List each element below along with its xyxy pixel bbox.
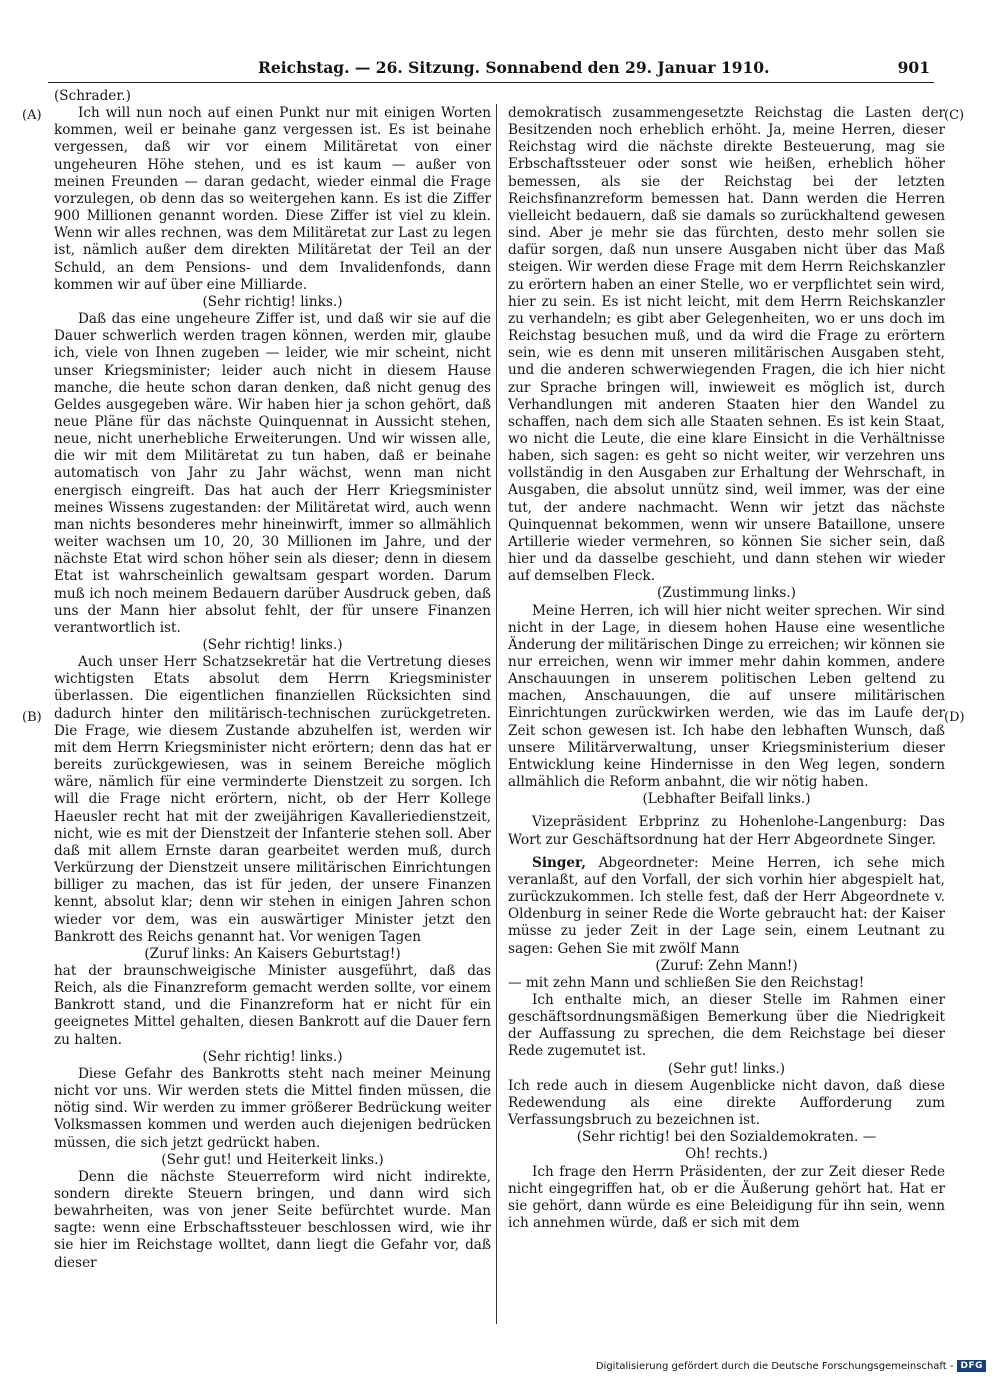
speaker-singer: Singer, (532, 854, 586, 871)
column-divider (496, 104, 497, 1324)
paragraph: demokratisch zusammengesetzte Reichstag die Lasten der Besitzenden noch erheblich erhöht. Ja, meine Herren, dieser Reichstag wird die nächste direkte Besteuerung, mag sie Erbschaftssteuer oder sonst wie heißen, erheblich höher bemessen, als sie der Reichstag bei der letzten Reichsfinanzreform bemessen hat. Dann werden die Herren vielleicht bedauern, daß sie damals so zurückhaltend gewesen sind. Aber je mehr sie das fürchten, desto mehr sollen sie dafür sorgen, daß nun unsere Ausgaben nicht über das Maß steigen. Wir werden diese Frage mit dem Herrn Reichskanzler zu erörtern haben an einer Stelle, wo er verpflichtet sein wird, hier zu sein. Es ist nicht leicht, mit dem Herrn Reichskanzler zu verhandeln; es gibt aber Gelegenheiten, wo er uns doch im Reichstag besuchen muß, und da wird die Frage zu erörtern sein, wie es denn mit unseren militärischen Ausgaben steht, und die anderen schwerwiegenden Fragen, die ich hier nicht zur Sprache bringen will, inwieweit es möglich ist, durch Verhandlungen mit anderen Staaten hier den Wandel zu schaffen, nach dem sich alle Staaten sehnen. Es ist kein Staat, wo nicht die Leute, die eine klare Einsicht in die Verhältnisse haben, sich sagen: es geht so nicht weiter, wir verzehren uns vollständig in den Ausgaben zur Erhaltung der Wehrschaft, in Ausgaben, die absolut unnütz sind, weil immer, was der eine tut, der andere nachmacht. Wenn wir jetzt das nächste Quinquennat bekommen, wenn wir unsere Bataillone, unsere Artillerie wieder vermehren, so können Sie sicher sein, daß hier und da dasselbe geschieht, und dann stehen wir wieder auf demselben Fleck. (508, 105, 945, 585)
page-number: 901 (897, 58, 930, 77)
paragraph: — mit zehn Mann und schließen Sie den Reichstag! (508, 974, 865, 991)
running-head: Reichstag. — 26. Sitzung. Sonnabend den 29. Januar 1910. (258, 58, 770, 77)
interjection: Oh! rechts.) (685, 1146, 768, 1163)
singer-text: Abgeordneter: Meine Herren, ich sehe mich veranlaßt, auf den Vorfall, der sich vorhin hier abgespielt hat, zurückzukommen. Ich stelle fest, daß der Herr Abgeordnete v. Oldenburg in seiner Rede die Worte gebraucht hat: der Kaiser müsse zu jeder Zeit in der Lage sein, einem Leutnant zu sagen: Gehen Sie mit zwölf Mann (508, 854, 945, 957)
paragraph: Ich rede auch in diesem Augenblicke nicht davon, daß diese Redewendung als eine direkte Aufforderung zum Verfassungsbruch zu bezeichnen ist. (508, 1077, 945, 1129)
paragraph: hat der braunschweigische Minister ausgeführt, daß das Reich, als die Finanzreform gemacht werden sollte, vor einem Bankrott stand, und die Finanzreform hat er nicht für ein geeignetes Mittel gehalten, diesen Bankrott auf die Dauer fern zu halten. (54, 962, 491, 1048)
paragraph: Ich will nun noch auf einen Punkt nur mit einigen Worten kommen, weil er beinahe ganz vergessen ist. Es ist beinahe vergessen, daß wir vor einem Militäretat von einer ungeheuren Höhe stehen, und es ist kaum — außer von meinen Freunden — daran gedacht, wieder einmal die Frage vorzulegen, ob denn das so weitergehen kann. Es ist die Ziffer 900 Millionen genannt worden. Diese Ziffer ist viel zu klein. Wenn wir alles rechnen, was dem Militäretat zur Last zu legen ist, nämlich außer dem direkten Militäretat der Teil an der Schuld, an dem Pensions- und dem Invalidenfonds, dann kommen wir auf über eine Milliarde. (54, 105, 491, 293)
interjection: (Sehr richtig! links.) (202, 1048, 343, 1065)
speaker-tag: (Schrader.) (54, 88, 131, 104)
interjection: (Sehr gut! und Heiterkeit links.) (161, 1151, 384, 1168)
left-column (54, 88, 491, 1272)
paragraph: Daß das eine ungeheure Ziffer ist, und daß wir sie auf die Dauer schwerlich werden tragen können, werden mir, glaube ich, viele von Ihnen zugeben — leider, wie mir scheint, nicht unser Kriegsminister; leider auch nicht in diesem Hause manche, die heute schon daran denken, daß nicht genug des Geldes ausgegeben wäre. Wir haben hier ja schon gehört, daß neue Pläne für das nächste Quinquennat in Aussicht stehen, neue, nicht unerhebliche Erweiterungen. Und wir wissen alle, die wir mit dem Militäretat zu tun haben, daß er beinahe automatisch von Jahr zu Jahr wächst, wenn man nicht energisch eingreift. Das hat auch der Herr Kriegsminister meines Wissens zugestanden: der Militäretat wird, auch wenn man nichts besonderes mehr hineinwirft, immer so allmählich weiter wachsen um 10, 20, 30 Millionen im Jahre, und der nächste Etat wird schon höher sein als dieser; denn in diesem Etat ist wahrscheinlich gewaltsam gespart worden. Darum muß ich noch meinem Bedauern darüber Ausdruck geben, daß uns der Mann hier absolut fehlt, der für unsere Finanzen verantwortlich ist. (54, 311, 491, 636)
interjection: (Sehr richtig! bei den Sozialdemokraten. — (576, 1129, 877, 1146)
paragraph: Ich enthalte mich, an dieser Stelle im Rahmen einer geschäftsordnungsmäßigen Bemerkung über die Niedrigkeit der Auffassung zu sprechen, die dem Reichstage bei dieser Rede zugemutet ist. (508, 991, 945, 1060)
paragraph: Meine Herren, ich will hier nicht weiter sprechen. Wir sind nicht in der Lage, in diesem hohen Hause eine wesentliche Änderung der militärischen Dinge zu erreichen; wir können sie nur erreichen, wenn wir immer mehr dahin kommen, andere Anschauungen in unserem politischen Leben geltend zu machen, Anschauungen, die auf unsere militärischen Einrichtungen zurückwirken werden, wie das im Laufe der Zeit schon gewesen ist. Ich habe den lebhaften Wunsch, daß unsere Militärverwaltung, unser Kriegsministerium dieser Entwicklung keine Hindernisse in den Weg legen, sondern allmählich die Reform anbahnt, die wir nötig haben. (508, 602, 945, 791)
margin-letter-b: (B) (22, 710, 42, 725)
interjection: (Zuruf links: An Kaisers Geburtstag!) (144, 945, 401, 962)
interjection: (Sehr richtig! links.) (202, 293, 343, 310)
interjection: (Sehr richtig! links.) (202, 637, 343, 653)
dfg-logo: DFG (957, 1360, 986, 1372)
interjection: (Zustimmung links.) (657, 585, 796, 602)
interjection: (Lebhafter Beifall links.) (642, 791, 811, 808)
paragraph: Diese Gefahr des Bankrotts steht nach meiner Meinung nicht vor uns. Wir werden stets die Mittel finden müssen, die nötig sind. Wir werden zu immer größerer Bedrückung weiter Volksmassen kommen und werden auch diejenigen bedrücken müssen, die sich jetzt gedrückt haben. (54, 1065, 491, 1151)
paragraph: Ich frage den Herrn Präsidenten, der zur Zeit dieser Rede nicht eingegriffen hat, ob er die Äußerung gehört hat. Hat er sie gehört, dann würde es eine Beleidigung für ihn sein, wenn ich annehmen würde, daß er sich mit dem (508, 1163, 945, 1231)
paragraph: Denn die nächste Steuerreform wird nicht indirekte, sondern direkte Steuern bringen, und dann wird sich bewahrheiten, was von jener Seite befürchtet wurde. Man sagte: wenn eine Erbschaftssteuer beschlossen wird, wie ihr sie hier im Reichstage wolltet, dann liegt die Gefahr vor, daß dieser (54, 1168, 491, 1271)
margin-letter-c: (C) (944, 108, 965, 123)
paragraph: Auch unser Herr Schatzsekretär hat die Vertretung dieses wichtigsten Etats absolut dem Herrn Kriegsminister überlassen. Die eigentlichen finanziellen Rücksichten sind dadurch hinter den militärisch-technischen zurückgetreten. Die Frage, wie diesem Zustande abzuhelfen ist, werden wir mit dem Herrn Kriegsminister nicht erörtern; denn das hat er bereits zurückgewiesen, was in seinem Bereiche möglich wäre, nämlich für eine verminderte Dienstzeit zu sorgen. Ich will die Frage nicht erörtern, nicht, ob der Herr Kollege Haeusler recht hat mit der zweijährigen Kavalleriedienstzeit, nicht, wie es mit der Dienstzeit der Infanterie stehen soll. Aber daß mit allem Ernste daran gearbeitet werden muß, durch Verkürzung der Dienstzeit unsere militärischen Einrichtungen billiger zu machen, das ist für jeden, der unsere Finanzen kennt, absolut klar; denn wir stehen in einigen Jahren schon wieder vor dem, was ein auswärtiger Minister jetzt den Bankrott des Reichs genannt hat. Vor wenigen Tagen (54, 654, 491, 945)
interjection: (Zuruf: Zehn Mann!) (655, 957, 798, 974)
digitization-note: Digitalisierung gefördert durch die Deutsche Forschungsgemeinschaft - (595, 1360, 954, 1372)
vp-text: Das Wort zur Geschäftsordnung hat der Herr Abgeordnete Singer. (508, 814, 945, 848)
right-column (508, 105, 945, 1232)
speaker-paragraph-vp (508, 814, 945, 848)
speaker-paragraph-singer (508, 855, 945, 958)
digitization-footer (596, 1360, 986, 1372)
page-header (48, 58, 934, 83)
margin-letter-a: (A) (22, 108, 42, 123)
margin-letter-d: (D) (944, 710, 965, 725)
speaker-vp: Vizepräsident Erbprinz zu Hohenlohe-Langenburg: (532, 814, 908, 831)
interjection: (Sehr gut! links.) (667, 1060, 786, 1077)
